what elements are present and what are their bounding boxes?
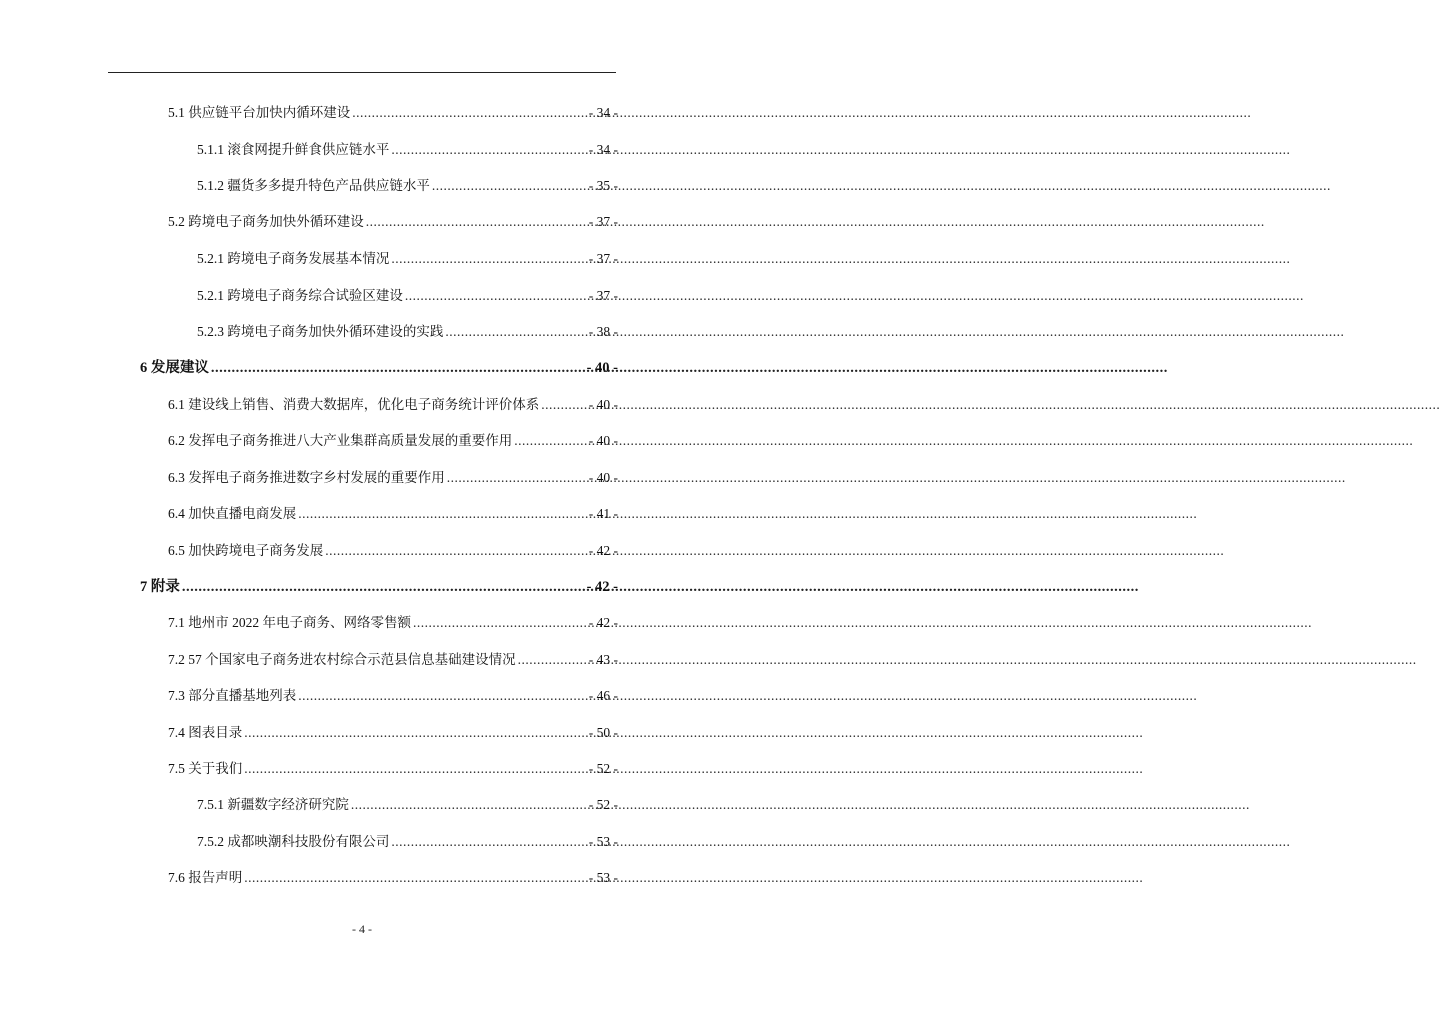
toc-entry[interactable] <box>168 503 618 525</box>
toc-entry-chapter[interactable] <box>140 357 618 379</box>
toc-entry[interactable] <box>168 102 618 124</box>
toc-entry-title: 7 附录 <box>140 579 180 595</box>
toc-dot-leader <box>391 831 586 853</box>
toc-entry-page: - 34 - <box>588 105 618 120</box>
toc-entry-title: 6 发展建议 <box>140 360 209 376</box>
toc-entry[interactable] <box>168 685 618 707</box>
toc-entry-chapter[interactable] <box>140 576 618 598</box>
toc-entry-page: - 52 - <box>588 797 618 812</box>
toc-entry[interactable] <box>168 649 618 671</box>
toc-dot-leader <box>514 430 587 452</box>
toc-entry[interactable] <box>168 867 618 889</box>
toc-entry-title: 5.2 跨境电子商务加快外循环建设 <box>168 214 364 229</box>
toc-entry[interactable] <box>197 321 618 343</box>
toc-entry-page: - 34 - <box>588 142 618 157</box>
toc-entry-title: 7.5.1 新疆数字经济研究院 <box>197 797 349 812</box>
toc-entry-title: 7.5 关于我们 <box>168 761 243 776</box>
toc-entry[interactable] <box>168 467 618 489</box>
toc-entry[interactable] <box>168 722 618 744</box>
toc-entry[interactable] <box>197 285 618 307</box>
toc-dot-leader <box>391 139 586 161</box>
toc-entry[interactable] <box>168 612 618 634</box>
toc-entry[interactable] <box>197 248 618 270</box>
toc-entry-page: - 41 - <box>588 506 618 521</box>
toc-entry-title: 5.2.3 跨境电子商务加快外循环建设的实践 <box>197 324 444 339</box>
toc-entry-page: - 40 - <box>588 397 618 412</box>
toc-entry-page: - 37 - <box>588 288 618 303</box>
toc-entry[interactable] <box>168 430 618 452</box>
toc-dot-leader <box>244 867 587 889</box>
toc-dot-leader <box>447 467 587 489</box>
toc-dot-leader <box>366 211 587 233</box>
toc-entry-page: - 53 - <box>588 834 618 849</box>
toc-dot-leader <box>298 685 587 707</box>
toc-entry-page: - 42 - <box>586 579 618 595</box>
toc-entry-title: 7.2 57 个国家电子商务进农村综合示范县信息基础建设情况 <box>168 652 516 667</box>
toc-entry-title: 5.2.1 跨境电子商务综合试验区建设 <box>197 288 403 303</box>
toc-dot-leader <box>244 722 587 744</box>
toc-entry-page: - 40 - <box>588 470 618 485</box>
toc-entry[interactable] <box>197 175 618 197</box>
toc-dot-leader <box>244 758 587 780</box>
toc-entry[interactable] <box>197 139 618 161</box>
toc-entry-page: - 38 - <box>588 324 618 339</box>
toc-entry-page: - 46 - <box>588 688 618 703</box>
toc-entry-page: - 42 - <box>588 615 618 630</box>
toc-entry[interactable] <box>168 394 618 416</box>
toc-entry[interactable] <box>168 540 618 562</box>
toc-dot-leader <box>413 612 587 634</box>
toc-dot-leader <box>541 394 587 416</box>
toc-entry[interactable] <box>168 758 618 780</box>
toc-entry-title: 7.4 图表目录 <box>168 725 243 740</box>
toc-entry-title: 7.1 地州市 2022 年电子商务、网络零售额 <box>168 615 411 630</box>
toc-dot-leader <box>351 794 587 816</box>
toc-entry-title: 7.6 报告声明 <box>168 870 243 885</box>
toc-dot-leader <box>352 102 587 124</box>
toc-dot-leader <box>325 540 587 562</box>
toc-entry-title: 6.4 加快直播电商发展 <box>168 506 297 521</box>
toc-entry[interactable] <box>168 211 618 233</box>
page-number: - 4 - <box>352 922 372 936</box>
toc-dot-leader <box>391 248 586 270</box>
toc-entry-title: 6.5 加快跨境电子商务发展 <box>168 543 324 558</box>
toc-dot-leader <box>432 175 587 197</box>
toc-entry-page: - 40 - <box>588 433 618 448</box>
toc-dot-leader <box>211 357 585 379</box>
toc-entry-page: - 50 - <box>588 725 618 740</box>
toc-entry-page: - 35 - <box>588 178 618 193</box>
toc-entry-page: - 37 - <box>588 251 618 266</box>
toc-entry-title: 6.2 发挥电子商务推进八大产业集群高质量发展的重要作用 <box>168 433 513 448</box>
toc-entry-title: 5.2.1 跨境电子商务发展基本情况 <box>197 251 390 266</box>
toc-entry-page: - 40 - <box>586 360 618 376</box>
toc-entry-page: - 42 - <box>588 543 618 558</box>
toc-dot-leader <box>182 576 585 598</box>
toc-entry-page: - 37 - <box>588 214 618 229</box>
toc-entry-title: 5.1.2 疆货多多提升特色产品供应链水平 <box>197 178 430 193</box>
header-rule <box>108 72 616 73</box>
toc-entry-title: 5.1.1 滚食网提升鲜食供应链水平 <box>197 142 390 157</box>
toc-dot-leader <box>518 649 587 671</box>
toc-dot-leader <box>405 285 587 307</box>
toc-entry-title: 6.1 建设线上销售、消费大数据库，优化电子商务统计评价体系 <box>168 397 540 412</box>
toc-entry-title: 7.5.2 成都映潮科技股份有限公司 <box>197 834 390 849</box>
toc-entry-title: 6.3 发挥电子商务推进数字乡村发展的重要作用 <box>168 470 445 485</box>
toc-dot-leader <box>445 321 586 343</box>
toc-entry[interactable] <box>197 831 618 853</box>
toc-entry-page: - 53 - <box>588 870 618 885</box>
toc-entry-title: 7.3 部分直播基地列表 <box>168 688 297 703</box>
toc-entry-title: 5.1 供应链平台加快内循环建设 <box>168 105 351 120</box>
toc-dot-leader <box>298 503 587 525</box>
toc-entry-page: - 43 - <box>588 652 618 667</box>
toc-entry-page: - 52 - <box>588 761 618 776</box>
toc-entry[interactable] <box>197 794 618 816</box>
